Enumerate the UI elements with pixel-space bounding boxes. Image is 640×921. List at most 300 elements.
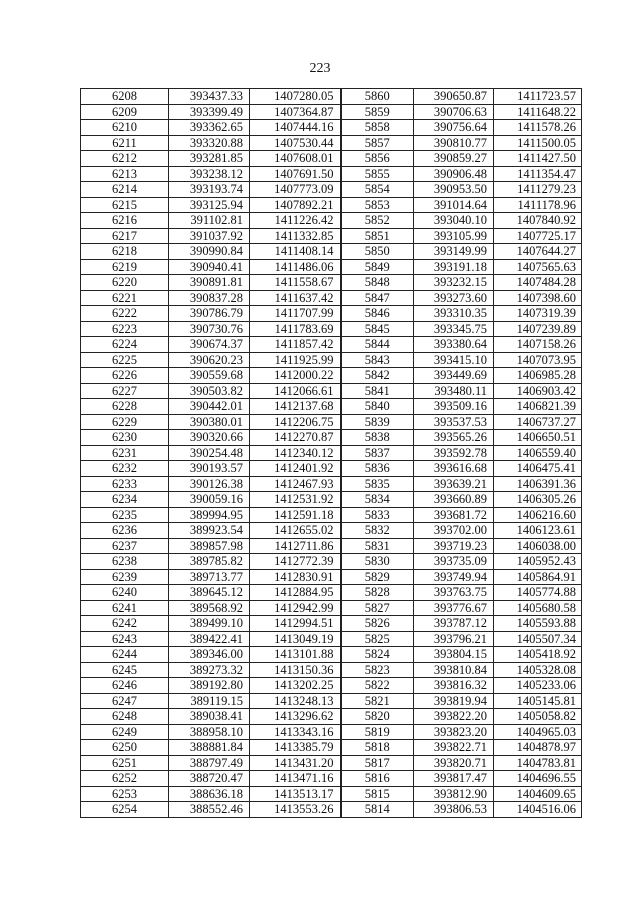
y-coordinate-cell: 1404696.55: [494, 771, 582, 787]
x-coordinate-cell: 391037.92: [169, 228, 250, 244]
y-coordinate-cell: 1405593.88: [494, 616, 582, 632]
point-number-cell: 5854: [341, 182, 414, 198]
point-number-cell: 6250: [81, 740, 169, 756]
y-coordinate-cell: 1406903.42: [494, 383, 582, 399]
point-number-cell: 6227: [81, 383, 169, 399]
point-number-cell: 6217: [81, 228, 169, 244]
point-number-cell: 5834: [341, 492, 414, 508]
x-coordinate-cell: 390059.16: [169, 492, 250, 508]
point-number-cell: 6243: [81, 631, 169, 647]
y-coordinate-cell: 1412531.92: [250, 492, 341, 508]
point-number-cell: 6230: [81, 430, 169, 446]
x-coordinate-cell: 390706.63: [414, 104, 494, 120]
point-number-cell: 5841: [341, 383, 414, 399]
y-coordinate-cell: 1405774.88: [494, 585, 582, 601]
y-coordinate-cell: 1407364.87: [250, 104, 341, 120]
point-number-cell: 6209: [81, 104, 169, 120]
y-coordinate-cell: 1406650.51: [494, 430, 582, 446]
table-row: [81, 693, 582, 709]
y-coordinate-cell: 1407398.60: [494, 290, 582, 306]
point-number-cell: 5823: [341, 662, 414, 678]
point-number-cell: 5828: [341, 585, 414, 601]
x-coordinate-cell: 393592.78: [414, 445, 494, 461]
table-row: [81, 244, 582, 260]
x-coordinate-cell: 393822.20: [414, 709, 494, 725]
y-coordinate-cell: 1404783.81: [494, 755, 582, 771]
x-coordinate-cell: 388720.47: [169, 771, 250, 787]
table-row: [81, 321, 582, 337]
x-coordinate-cell: 393310.35: [414, 306, 494, 322]
table-row: [81, 585, 582, 601]
point-number-cell: 6233: [81, 476, 169, 492]
x-coordinate-cell: 389645.12: [169, 585, 250, 601]
table-row: [81, 151, 582, 167]
y-coordinate-cell: 1412270.87: [250, 430, 341, 446]
x-coordinate-cell: 390859.27: [414, 151, 494, 167]
y-coordinate-cell: 1411723.57: [494, 89, 582, 105]
x-coordinate-cell: 393810.84: [414, 662, 494, 678]
y-coordinate-cell: 1407840.92: [494, 213, 582, 229]
point-number-cell: 5849: [341, 259, 414, 275]
y-coordinate-cell: 1413343.16: [250, 724, 341, 740]
point-number-cell: 5835: [341, 476, 414, 492]
table-row: [81, 259, 582, 275]
x-coordinate-cell: 389273.32: [169, 662, 250, 678]
y-coordinate-cell: 1413296.62: [250, 709, 341, 725]
y-coordinate-cell: 1406123.61: [494, 523, 582, 539]
table-row: [81, 538, 582, 554]
table-row: [81, 89, 582, 105]
y-coordinate-cell: 1412206.75: [250, 414, 341, 430]
y-coordinate-cell: 1407565.63: [494, 259, 582, 275]
y-coordinate-cell: 1412340.12: [250, 445, 341, 461]
table-row: [81, 383, 582, 399]
table-row: [81, 616, 582, 632]
point-number-cell: 6228: [81, 399, 169, 415]
table-row: [81, 461, 582, 477]
point-number-cell: 5853: [341, 197, 414, 213]
table-row: [81, 445, 582, 461]
point-number-cell: 6229: [81, 414, 169, 430]
y-coordinate-cell: 1412401.92: [250, 461, 341, 477]
table-row: [81, 290, 582, 306]
x-coordinate-cell: 390756.64: [414, 120, 494, 136]
x-coordinate-cell: 389038.41: [169, 709, 250, 725]
point-number-cell: 5827: [341, 600, 414, 616]
table-row: [81, 523, 582, 539]
point-number-cell: 5860: [341, 89, 414, 105]
point-number-cell: 5824: [341, 647, 414, 663]
x-coordinate-cell: 393787.12: [414, 616, 494, 632]
point-number-cell: 6235: [81, 507, 169, 523]
point-number-cell: 6234: [81, 492, 169, 508]
point-number-cell: 5837: [341, 445, 414, 461]
point-number-cell: 6241: [81, 600, 169, 616]
point-number-cell: 6246: [81, 678, 169, 694]
y-coordinate-cell: 1413431.20: [250, 755, 341, 771]
y-coordinate-cell: 1412591.18: [250, 507, 341, 523]
point-number-cell: 5820: [341, 709, 414, 725]
table-row: [81, 337, 582, 353]
point-number-cell: 6208: [81, 89, 169, 105]
point-number-cell: 6218: [81, 244, 169, 260]
y-coordinate-cell: 1404965.03: [494, 724, 582, 740]
y-coordinate-cell: 1407484.28: [494, 275, 582, 291]
x-coordinate-cell: 393232.15: [414, 275, 494, 291]
y-coordinate-cell: 1405145.81: [494, 693, 582, 709]
point-number-cell: 5855: [341, 166, 414, 182]
table-row: [81, 662, 582, 678]
x-coordinate-cell: 393820.71: [414, 755, 494, 771]
x-coordinate-cell: 390990.84: [169, 244, 250, 260]
table-row: [81, 182, 582, 198]
x-coordinate-cell: 393238.12: [169, 166, 250, 182]
y-coordinate-cell: 1407239.89: [494, 321, 582, 337]
table-row: [81, 213, 582, 229]
point-number-cell: 5829: [341, 569, 414, 585]
x-coordinate-cell: 389713.77: [169, 569, 250, 585]
x-coordinate-cell: 390442.01: [169, 399, 250, 415]
y-coordinate-cell: 1411558.67: [250, 275, 341, 291]
x-coordinate-cell: 390193.57: [169, 461, 250, 477]
table-row: [81, 492, 582, 508]
y-coordinate-cell: 1404609.65: [494, 786, 582, 802]
y-coordinate-cell: 1411578.26: [494, 120, 582, 136]
x-coordinate-cell: 393702.00: [414, 523, 494, 539]
y-coordinate-cell: 1413471.16: [250, 771, 341, 787]
y-coordinate-cell: 1407725.17: [494, 228, 582, 244]
y-coordinate-cell: 1413101.88: [250, 647, 341, 663]
table-row: [81, 399, 582, 415]
x-coordinate-cell: 389346.00: [169, 647, 250, 663]
point-number-cell: 6249: [81, 724, 169, 740]
x-coordinate-cell: 389568.92: [169, 600, 250, 616]
table-row: [81, 368, 582, 384]
x-coordinate-cell: 393749.94: [414, 569, 494, 585]
point-number-cell: 6244: [81, 647, 169, 663]
point-number-cell: 6252: [81, 771, 169, 787]
y-coordinate-cell: 1406038.00: [494, 538, 582, 554]
y-coordinate-cell: 1406821.39: [494, 399, 582, 415]
x-coordinate-cell: 393804.15: [414, 647, 494, 663]
point-number-cell: 5832: [341, 523, 414, 539]
x-coordinate-cell: 390503.82: [169, 383, 250, 399]
point-number-cell: 6239: [81, 569, 169, 585]
y-coordinate-cell: 1407773.09: [250, 182, 341, 198]
y-coordinate-cell: 1405233.06: [494, 678, 582, 694]
y-coordinate-cell: 1411648.22: [494, 104, 582, 120]
point-number-cell: 6210: [81, 120, 169, 136]
y-coordinate-cell: 1406737.27: [494, 414, 582, 430]
point-number-cell: 6215: [81, 197, 169, 213]
point-number-cell: 5825: [341, 631, 414, 647]
x-coordinate-cell: 390620.23: [169, 352, 250, 368]
point-number-cell: 6240: [81, 585, 169, 601]
point-number-cell: 5836: [341, 461, 414, 477]
y-coordinate-cell: 1412994.51: [250, 616, 341, 632]
coordinates-table-body: [81, 89, 582, 818]
x-coordinate-cell: 393823.20: [414, 724, 494, 740]
y-coordinate-cell: 1407530.44: [250, 135, 341, 151]
point-number-cell: 6211: [81, 135, 169, 151]
point-number-cell: 5844: [341, 337, 414, 353]
x-coordinate-cell: 390126.38: [169, 476, 250, 492]
point-number-cell: 5817: [341, 755, 414, 771]
x-coordinate-cell: 390674.37: [169, 337, 250, 353]
point-number-cell: 5845: [341, 321, 414, 337]
y-coordinate-cell: 1412884.95: [250, 585, 341, 601]
table-row: [81, 414, 582, 430]
y-coordinate-cell: 1411707.99: [250, 306, 341, 322]
table-row: [81, 569, 582, 585]
y-coordinate-cell: 1412467.93: [250, 476, 341, 492]
y-coordinate-cell: 1407158.26: [494, 337, 582, 353]
table-row: [81, 724, 582, 740]
y-coordinate-cell: 1413248.13: [250, 693, 341, 709]
point-number-cell: 6213: [81, 166, 169, 182]
x-coordinate-cell: 393415.10: [414, 352, 494, 368]
point-number-cell: 6214: [81, 182, 169, 198]
x-coordinate-cell: 393449.69: [414, 368, 494, 384]
x-coordinate-cell: 389499.10: [169, 616, 250, 632]
x-coordinate-cell: 393735.09: [414, 554, 494, 570]
x-coordinate-cell: 393816.32: [414, 678, 494, 694]
x-coordinate-cell: 393105.99: [414, 228, 494, 244]
y-coordinate-cell: 1412655.02: [250, 523, 341, 539]
y-coordinate-cell: 1411427.50: [494, 151, 582, 167]
x-coordinate-cell: 393822.71: [414, 740, 494, 756]
point-number-cell: 6237: [81, 538, 169, 554]
y-coordinate-cell: 1412711.86: [250, 538, 341, 554]
x-coordinate-cell: 393320.88: [169, 135, 250, 151]
x-coordinate-cell: 393380.64: [414, 337, 494, 353]
x-coordinate-cell: 390906.48: [414, 166, 494, 182]
x-coordinate-cell: 388636.18: [169, 786, 250, 802]
x-coordinate-cell: 393193.74: [169, 182, 250, 198]
x-coordinate-cell: 389422.41: [169, 631, 250, 647]
point-number-cell: 5847: [341, 290, 414, 306]
table-row: [81, 771, 582, 787]
y-coordinate-cell: 1413150.36: [250, 662, 341, 678]
table-row: [81, 802, 582, 818]
y-coordinate-cell: 1411332.85: [250, 228, 341, 244]
point-number-cell: 6254: [81, 802, 169, 818]
point-number-cell: 5857: [341, 135, 414, 151]
x-coordinate-cell: 393812.90: [414, 786, 494, 802]
point-number-cell: 5848: [341, 275, 414, 291]
y-coordinate-cell: 1405328.08: [494, 662, 582, 678]
point-number-cell: 5814: [341, 802, 414, 818]
y-coordinate-cell: 1411486.06: [250, 259, 341, 275]
point-number-cell: 5842: [341, 368, 414, 384]
x-coordinate-cell: 393273.60: [414, 290, 494, 306]
point-number-cell: 6238: [81, 554, 169, 570]
table-row: [81, 275, 582, 291]
x-coordinate-cell: 390650.87: [414, 89, 494, 105]
page-number: 223: [309, 61, 331, 76]
point-number-cell: 5851: [341, 228, 414, 244]
point-number-cell: 5815: [341, 786, 414, 802]
point-number-cell: 6232: [81, 461, 169, 477]
y-coordinate-cell: 1413049.19: [250, 631, 341, 647]
point-number-cell: 6219: [81, 259, 169, 275]
x-coordinate-cell: 388552.46: [169, 802, 250, 818]
point-number-cell: 6247: [81, 693, 169, 709]
x-coordinate-cell: 391102.81: [169, 213, 250, 229]
x-coordinate-cell: 393796.21: [414, 631, 494, 647]
point-number-cell: 6223: [81, 321, 169, 337]
x-coordinate-cell: 390810.77: [414, 135, 494, 151]
table-row: [81, 709, 582, 725]
y-coordinate-cell: 1407691.50: [250, 166, 341, 182]
point-number-cell: 6236: [81, 523, 169, 539]
x-coordinate-cell: 390786.79: [169, 306, 250, 322]
x-coordinate-cell: 390254.48: [169, 445, 250, 461]
point-number-cell: 6251: [81, 755, 169, 771]
y-coordinate-cell: 1411637.42: [250, 290, 341, 306]
table-row: [81, 352, 582, 368]
point-number-cell: 5821: [341, 693, 414, 709]
table-row: [81, 507, 582, 523]
x-coordinate-cell: 393819.94: [414, 693, 494, 709]
y-coordinate-cell: 1411500.05: [494, 135, 582, 151]
x-coordinate-cell: 390320.66: [169, 430, 250, 446]
point-number-cell: 6221: [81, 290, 169, 306]
x-coordinate-cell: 389785.82: [169, 554, 250, 570]
table-row: [81, 166, 582, 182]
x-coordinate-cell: 393639.21: [414, 476, 494, 492]
point-number-cell: 5831: [341, 538, 414, 554]
point-number-cell: 5859: [341, 104, 414, 120]
y-coordinate-cell: 1411226.42: [250, 213, 341, 229]
table-row: [81, 135, 582, 151]
y-coordinate-cell: 1407073.95: [494, 352, 582, 368]
x-coordinate-cell: 393345.75: [414, 321, 494, 337]
y-coordinate-cell: 1407319.39: [494, 306, 582, 322]
x-coordinate-cell: 389994.95: [169, 507, 250, 523]
table-row: [81, 197, 582, 213]
point-number-cell: 6222: [81, 306, 169, 322]
x-coordinate-cell: 393660.89: [414, 492, 494, 508]
y-coordinate-cell: 1411857.42: [250, 337, 341, 353]
x-coordinate-cell: 391014.64: [414, 197, 494, 213]
table-row: [81, 755, 582, 771]
point-number-cell: 6245: [81, 662, 169, 678]
x-coordinate-cell: 389923.54: [169, 523, 250, 539]
point-number-cell: 5839: [341, 414, 414, 430]
y-coordinate-cell: 1412830.91: [250, 569, 341, 585]
x-coordinate-cell: 393509.16: [414, 399, 494, 415]
x-coordinate-cell: 393281.85: [169, 151, 250, 167]
x-coordinate-cell: 393191.18: [414, 259, 494, 275]
x-coordinate-cell: 393040.10: [414, 213, 494, 229]
table-row: [81, 647, 582, 663]
point-number-cell: 6231: [81, 445, 169, 461]
y-coordinate-cell: 1406475.41: [494, 461, 582, 477]
table-row: [81, 786, 582, 802]
x-coordinate-cell: 393616.68: [414, 461, 494, 477]
x-coordinate-cell: 393480.11: [414, 383, 494, 399]
y-coordinate-cell: 1413385.79: [250, 740, 341, 756]
point-number-cell: 6220: [81, 275, 169, 291]
x-coordinate-cell: 393806.53: [414, 802, 494, 818]
table-row: [81, 740, 582, 756]
y-coordinate-cell: 1411408.14: [250, 244, 341, 260]
point-number-cell: 6212: [81, 151, 169, 167]
x-coordinate-cell: 388958.10: [169, 724, 250, 740]
coordinates-table: [80, 88, 582, 818]
point-number-cell: 6224: [81, 337, 169, 353]
x-coordinate-cell: 390380.01: [169, 414, 250, 430]
x-coordinate-cell: 393817.47: [414, 771, 494, 787]
y-coordinate-cell: 1407892.21: [250, 197, 341, 213]
y-coordinate-cell: 1411354.47: [494, 166, 582, 182]
x-coordinate-cell: 393763.75: [414, 585, 494, 601]
y-coordinate-cell: 1407444.16: [250, 120, 341, 136]
point-number-cell: 5818: [341, 740, 414, 756]
point-number-cell: 5819: [341, 724, 414, 740]
x-coordinate-cell: 388881.84: [169, 740, 250, 756]
y-coordinate-cell: 1412066.61: [250, 383, 341, 399]
x-coordinate-cell: 389857.98: [169, 538, 250, 554]
y-coordinate-cell: 1406985.28: [494, 368, 582, 384]
table-row: [81, 600, 582, 616]
point-number-cell: 5840: [341, 399, 414, 415]
point-number-cell: 5856: [341, 151, 414, 167]
point-number-cell: 5850: [341, 244, 414, 260]
point-number-cell: 6226: [81, 368, 169, 384]
y-coordinate-cell: 1407644.27: [494, 244, 582, 260]
x-coordinate-cell: 393776.67: [414, 600, 494, 616]
x-coordinate-cell: 388797.49: [169, 755, 250, 771]
x-coordinate-cell: 389119.15: [169, 693, 250, 709]
x-coordinate-cell: 393125.94: [169, 197, 250, 213]
y-coordinate-cell: 1406559.40: [494, 445, 582, 461]
point-number-cell: 5826: [341, 616, 414, 632]
y-coordinate-cell: 1406216.60: [494, 507, 582, 523]
x-coordinate-cell: 393565.26: [414, 430, 494, 446]
point-number-cell: 6253: [81, 786, 169, 802]
table-row: [81, 554, 582, 570]
point-number-cell: 5843: [341, 352, 414, 368]
point-number-cell: 5846: [341, 306, 414, 322]
y-coordinate-cell: 1405864.91: [494, 569, 582, 585]
y-coordinate-cell: 1412137.68: [250, 399, 341, 415]
y-coordinate-cell: 1405418.92: [494, 647, 582, 663]
table-row: [81, 631, 582, 647]
point-number-cell: 6216: [81, 213, 169, 229]
table-row: [81, 306, 582, 322]
x-coordinate-cell: 390940.41: [169, 259, 250, 275]
y-coordinate-cell: 1412772.39: [250, 554, 341, 570]
point-number-cell: 5852: [341, 213, 414, 229]
y-coordinate-cell: 1412000.22: [250, 368, 341, 384]
y-coordinate-cell: 1405058.82: [494, 709, 582, 725]
x-coordinate-cell: 393437.33: [169, 89, 250, 105]
table-row: [81, 104, 582, 120]
point-number-cell: 6242: [81, 616, 169, 632]
y-coordinate-cell: 1406305.26: [494, 492, 582, 508]
point-number-cell: 5833: [341, 507, 414, 523]
x-coordinate-cell: 393537.53: [414, 414, 494, 430]
y-coordinate-cell: 1404516.06: [494, 802, 582, 818]
x-coordinate-cell: 390559.68: [169, 368, 250, 384]
table-row: [81, 678, 582, 694]
y-coordinate-cell: 1404878.97: [494, 740, 582, 756]
y-coordinate-cell: 1411279.23: [494, 182, 582, 198]
x-coordinate-cell: 390837.28: [169, 290, 250, 306]
y-coordinate-cell: 1406391.36: [494, 476, 582, 492]
